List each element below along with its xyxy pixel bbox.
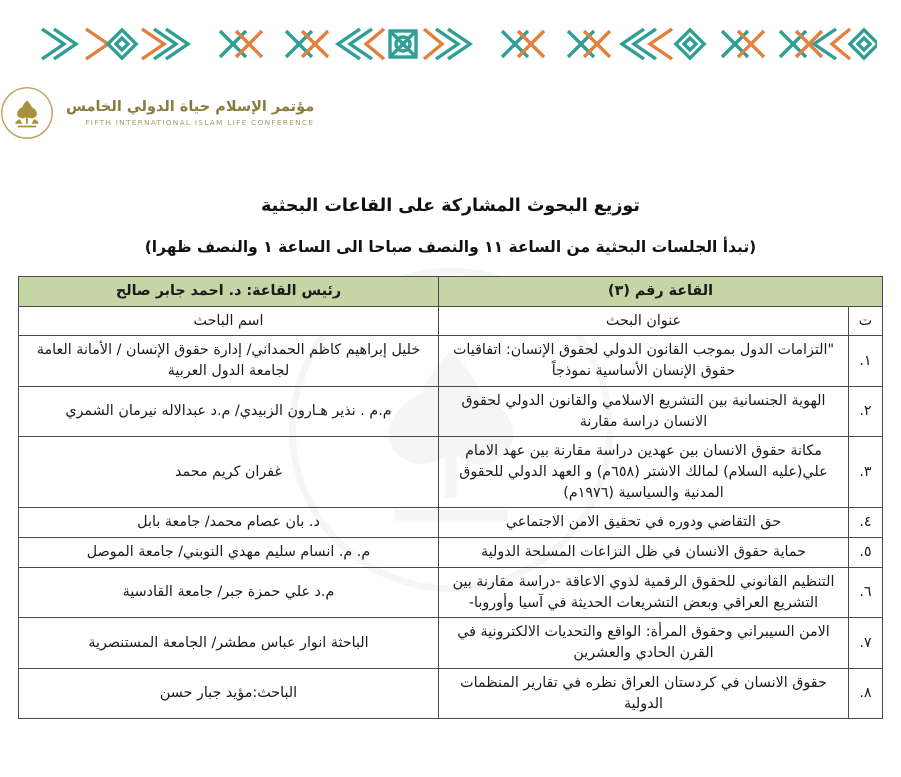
table-row bbox=[19, 508, 883, 538]
conference-logo bbox=[0, 86, 873, 140]
row-researcher: الباحثة انوار عباس مطشر/ الجامعة المستنصرية bbox=[19, 618, 439, 668]
logo-english-title: FIFTH INTERNATIONAL ISLAM LIFE CONFERENCE bbox=[85, 117, 315, 127]
table-row bbox=[19, 567, 883, 617]
row-researcher: د. بان عصام محمد/ جامعة بابل bbox=[19, 508, 439, 538]
row-index: ٦. bbox=[849, 567, 883, 617]
table-header-row bbox=[19, 277, 883, 307]
table-row bbox=[19, 386, 883, 436]
schedule-table-wrapper bbox=[18, 276, 883, 719]
row-researcher: م.م . نذير هـارون الزبيدي/ م.د عبدالاله نيرمان الشمري bbox=[19, 386, 439, 436]
row-title: حماية حقوق الانسان في ظل النزاعات المسلحة الدولية bbox=[439, 538, 849, 568]
column-header-researcher: اسم الباحث bbox=[19, 306, 439, 336]
row-title: التنظيم القانوني للحقوق الرقمية لذوي الاعاقة -دراسة مقارنة بين التشريع العراقي وبعض التشريعات الحديثة في آسيا وأوروبا- bbox=[439, 567, 849, 617]
tree-emblem-icon bbox=[0, 86, 54, 140]
schedule-table bbox=[18, 276, 883, 719]
table-subheader-row bbox=[19, 306, 883, 336]
row-researcher: م.د علي حمزة جبر/ جامعة القادسية bbox=[19, 567, 439, 617]
table-row bbox=[19, 437, 883, 508]
row-title: حق التقاضي ودوره في تحقيق الامن الاجتماعي bbox=[439, 508, 849, 538]
column-header-index: ت bbox=[849, 306, 883, 336]
ornament-band bbox=[0, 18, 901, 70]
logo-arabic-title: مؤتمر الإسلام حياة الدولي الخامس bbox=[66, 98, 315, 115]
row-researcher: م. م. انسام سليم مهدي النوبني/ جامعة الموصل bbox=[19, 538, 439, 568]
row-index: ٥. bbox=[849, 538, 883, 568]
page-title: توزيع البحوث المشاركة على القاعات البحثية bbox=[261, 196, 640, 216]
table-row bbox=[19, 336, 883, 386]
row-index: ٢. bbox=[849, 386, 883, 436]
chair-header-cell: رئيس القاعة: د. احمد جابر صالح bbox=[19, 277, 439, 307]
table-row bbox=[19, 618, 883, 668]
column-header-title: عنوان البحث bbox=[439, 306, 849, 336]
row-index: ٧. bbox=[849, 618, 883, 668]
row-index: ٤. bbox=[849, 508, 883, 538]
row-index: ٣. bbox=[849, 437, 883, 508]
hall-header-cell: القاعة رقم (٣) bbox=[439, 277, 883, 307]
row-title: حقوق الانسان في كردستان العراق نظره في تقارير المنظمات الدولية bbox=[439, 668, 849, 718]
table-row bbox=[19, 538, 883, 568]
table-row bbox=[19, 668, 883, 718]
page-subtitle: (تبدأ الجلسات البحثية من الساعة ١١ والنصف صباحا الى الساعة ١ والنصف ظهرا) bbox=[144, 238, 757, 256]
table-body bbox=[19, 336, 883, 719]
row-title: مكانة حقوق الانسان بين عهدين دراسة مقارنة بين عهد الامام علي(عليه السلام) لمالك الاشتر (٦٥٨م) و العهد الدولي للحقوق المدنية والسياسية (١٩٧٦م) bbox=[439, 437, 849, 508]
row-index: ١. bbox=[849, 336, 883, 386]
row-researcher: الباحث:مؤيد جبار حسن bbox=[19, 668, 439, 718]
row-title: الهوية الجنسانية بين التشريع الاسلامي والقانون الدولي لحقوق الانسان دراسة مقارنة bbox=[439, 386, 849, 436]
row-title: الامن السيبراني وحقوق المرأة: الواقع والتحديات الالكترونية في القرن الحادي والعشرين bbox=[439, 618, 849, 668]
row-researcher: غفران كريم محمد bbox=[19, 437, 439, 508]
row-index: ٨. bbox=[849, 668, 883, 718]
row-researcher: خليل إبراهيم كاظم الحمداني/ إدارة حقوق الإنسان / الأمانة العامة لجامعة الدول العربية bbox=[19, 336, 439, 386]
geometric-border-ornament bbox=[24, 21, 877, 67]
row-title: "التزامات الدول بموجب القانون الدولي لحقوق الإنسان: اتفاقيات حقوق الإنسان الأساسية نموذجاً bbox=[439, 336, 849, 386]
